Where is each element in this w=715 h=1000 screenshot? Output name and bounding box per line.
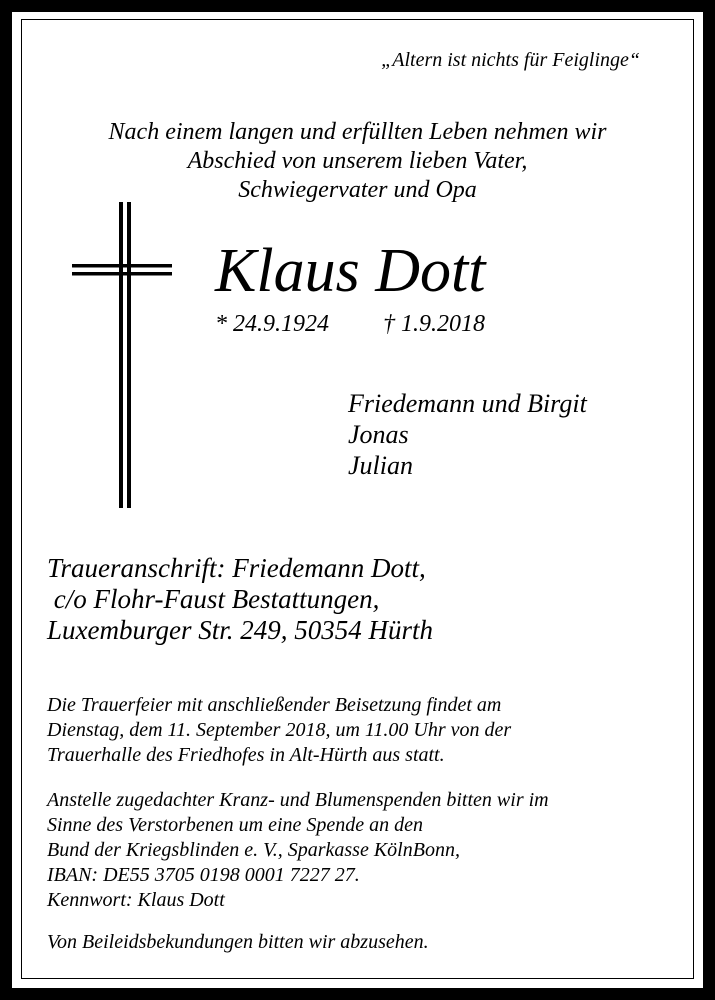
- intro-line: Abschied von unserem lieben Vater,: [187, 148, 528, 174]
- deceased-name: Klaus Dott: [215, 237, 486, 305]
- donation-line: Anstelle zugedachter Kranz- und Blumenspenden bitten wir im: [47, 789, 549, 811]
- cross-icon: [72, 202, 172, 508]
- condolence-note: Von Beileidsbekundungen bitten wir abzusehen.: [47, 931, 429, 953]
- motto-quote: „Altern ist nichts für Feiglinge“: [381, 49, 640, 71]
- intro-line: Schwiegervater und Opa: [238, 177, 477, 203]
- mourning-address: [47, 553, 433, 646]
- donation-line: IBAN: DE55 3705 0198 0001 7227 27.: [47, 864, 360, 886]
- intro-text: [0, 118, 715, 205]
- family-member: Julian: [348, 451, 413, 480]
- ceremony-line: Dienstag, dem 11. September 2018, um 11.00 Uhr von der: [47, 719, 512, 741]
- family-list: [348, 388, 587, 481]
- address-line: Luxemburger Str. 249, 50354 Hürth: [47, 615, 434, 645]
- ceremony-line: Die Trauerfeier mit anschließender Beisetzung findet am: [47, 694, 502, 716]
- donation-line: Sinne des Verstorbenen um eine Spende an den: [47, 814, 424, 836]
- address-line: c/o Flohr-Faust Bestattungen,: [47, 584, 380, 614]
- address-line: Traueranschrift: Friedemann Dott,: [47, 553, 426, 583]
- family-member: Jonas: [348, 420, 409, 449]
- donation-line: Bund der Kriegsblinden e. V., Sparkasse KölnBonn,: [47, 839, 460, 861]
- ceremony-line: Trauerhalle des Friedhofes in Alt-Hürth aus statt.: [47, 744, 445, 766]
- donation-line: Kennwort: Klaus Dott: [47, 889, 225, 911]
- family-member: Friedemann und Birgit: [348, 389, 587, 418]
- death-date: † 1.9.2018: [383, 311, 485, 337]
- donation-notice: [47, 788, 549, 913]
- birth-date: * 24.9.1924: [215, 311, 329, 337]
- ceremony-notice: [47, 693, 511, 768]
- intro-line: Nach einem langen und erfüllten Leben nehmen wir: [108, 119, 607, 145]
